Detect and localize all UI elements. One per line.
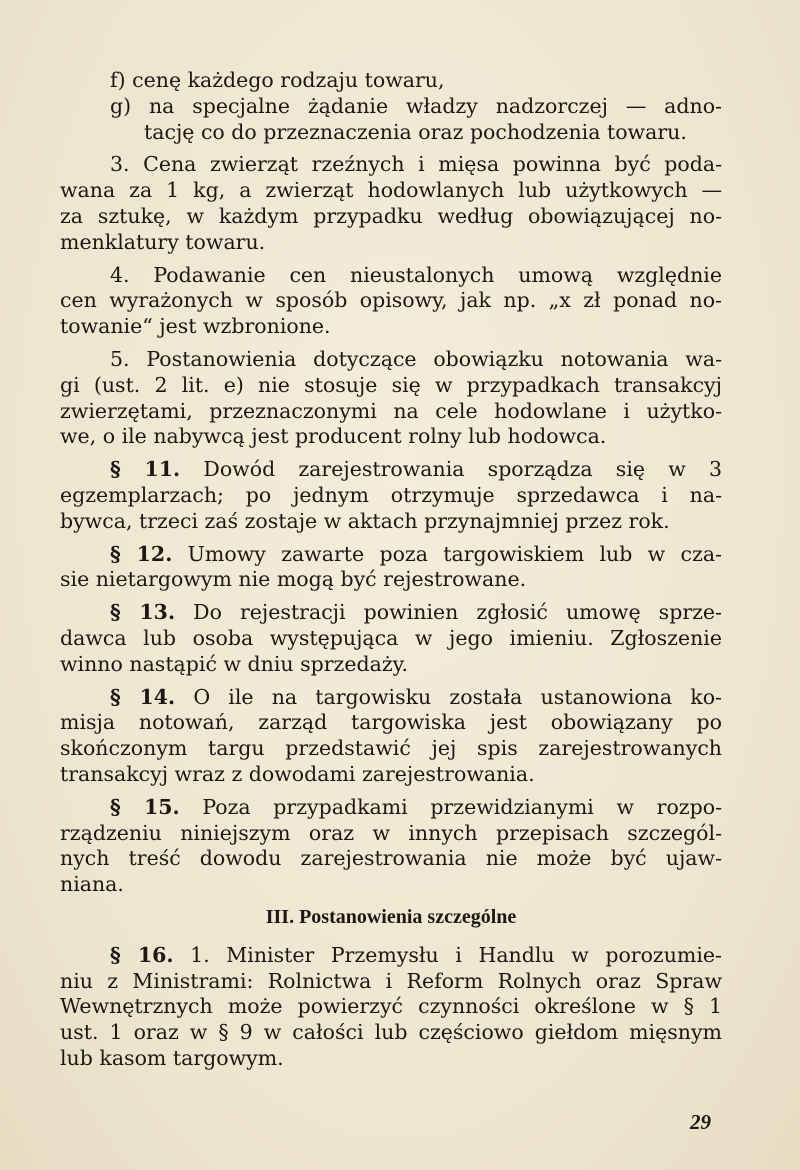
section-text: Umowy zawarte poza targowiskiem lub w cza- xyxy=(187,541,722,566)
text-line: niana. xyxy=(60,872,124,897)
text-line xyxy=(60,94,722,120)
text-line xyxy=(60,600,722,626)
text-line: towanie“ jest wzbronione. xyxy=(60,314,331,339)
text-line: misja notowań, zarząd targowiska jest obowiązany po xyxy=(60,710,722,735)
paragraph-3 xyxy=(60,152,722,255)
list-text: na specjalne żądanie władzy nadzorczej — adno- xyxy=(148,93,722,118)
list-item-f xyxy=(60,68,722,94)
text-line xyxy=(60,457,722,483)
text-line: Wewnętrznych może powierzyć czynności określone w § 1 xyxy=(60,994,722,1019)
section-13 xyxy=(60,600,722,677)
section-text: Dowód zarejestrowania sporządza się w 3 xyxy=(203,457,722,482)
list-marker: g) xyxy=(110,93,132,118)
text-line: we, o ile nabywcą jest producent rolny lub hodowca. xyxy=(60,424,607,449)
text-line: nych treść dowodu zarejestrowania nie może być ujaw- xyxy=(60,846,722,871)
text-line: transakcyj wraz z dowodami zarejestrowania. xyxy=(60,761,535,786)
text-line: zwierzętami, przeznaczonymi na cele hodowlane i użytko- xyxy=(60,398,722,423)
text-line: sie nietargowym nie mogą być rejestrowane. xyxy=(60,567,527,592)
text-line xyxy=(60,542,722,568)
text-line: 3. Cena zwierząt rzeźnych i mięsa powinna być poda- xyxy=(110,152,722,177)
text-line: 5. Postanowienia dotyczące obowiązku notowania wa- xyxy=(110,346,722,371)
text-line: rządzeniu niniejszym oraz w innych przepisach szczegól- xyxy=(60,820,722,845)
section-number: § 14. xyxy=(110,684,176,709)
text-line: dawca lub osoba występująca w jego imieniu. Zgłoszenie xyxy=(60,625,722,650)
section-text: 1. Minister Przemysłu i Handlu w porozumie- xyxy=(190,942,722,967)
section-number: § 16. xyxy=(110,942,174,967)
list-item-g xyxy=(60,94,722,146)
text-line: niu z Ministrami: Rolnictwa i Reform Rolnych oraz Spraw xyxy=(60,968,722,993)
text-line xyxy=(60,795,722,821)
section-number: § 13. xyxy=(110,600,176,625)
text-line: menklatury towaru. xyxy=(60,229,266,254)
section-text: O ile na targowisku została ustanowiona ko- xyxy=(193,684,722,709)
text-line: tację co do przeznaczenia oraz pochodzenia towaru. xyxy=(144,119,687,144)
paragraph-4 xyxy=(60,263,722,340)
text-line xyxy=(60,943,722,969)
text-line: cen wyrażonych w sposób opisowy, jak np. „x zł ponad no- xyxy=(60,288,722,313)
text-line: egzemplarzach; po jednym otrzymuje sprzedawca i na- xyxy=(60,482,722,507)
text-line xyxy=(60,68,722,94)
section-15 xyxy=(60,795,722,898)
section-number: § 11. xyxy=(110,457,181,482)
section-14 xyxy=(60,685,722,788)
text-line: bywca, trzeci zaś zostaje w aktach przynajmniej przez rok. xyxy=(60,508,670,533)
page-text xyxy=(60,68,722,1079)
text-line xyxy=(60,685,722,711)
paragraph-5 xyxy=(60,347,722,450)
section-16 xyxy=(60,943,722,1072)
section-12 xyxy=(60,542,722,594)
list-marker: f) xyxy=(110,68,126,92)
text-line: ust. 1 oraz w § 9 w całości lub częściowo giełdom mięsnym xyxy=(60,1020,722,1045)
text-line: skończonym targu przedstawić jej spis zarejestrowanych xyxy=(60,736,722,761)
text-line: lub kasom targowym. xyxy=(60,1045,284,1070)
text-line: winno nastąpić w dniu sprzedaży. xyxy=(60,651,409,676)
section-11 xyxy=(60,457,722,534)
text-line: 4. Podawanie cen nieustalonych umową względnie xyxy=(110,262,722,287)
section-text: Poza przypadkami przewidzianymi w rozpo- xyxy=(202,794,722,819)
section-text: Do rejestracji powinien zgłosić umowę sprze- xyxy=(193,600,722,625)
text-line: wana za 1 kg, a zwierząt hodowlanych lub użytkowych — xyxy=(60,178,722,203)
section-number: § 15. xyxy=(110,794,180,819)
chapter-heading: III. Postanowienia szczególne xyxy=(265,905,517,928)
list-text: cenę każdego rodzaju towaru, xyxy=(132,68,445,92)
text-line: gi (ust. 2 lit. e) nie stosuje się w przypadkach transakcyj xyxy=(60,372,722,397)
text-line: za sztukę, w każdym przypadku według obowiązującej no- xyxy=(60,203,722,228)
section-number: § 12. xyxy=(110,541,173,566)
page-number: 29 xyxy=(690,1110,711,1134)
